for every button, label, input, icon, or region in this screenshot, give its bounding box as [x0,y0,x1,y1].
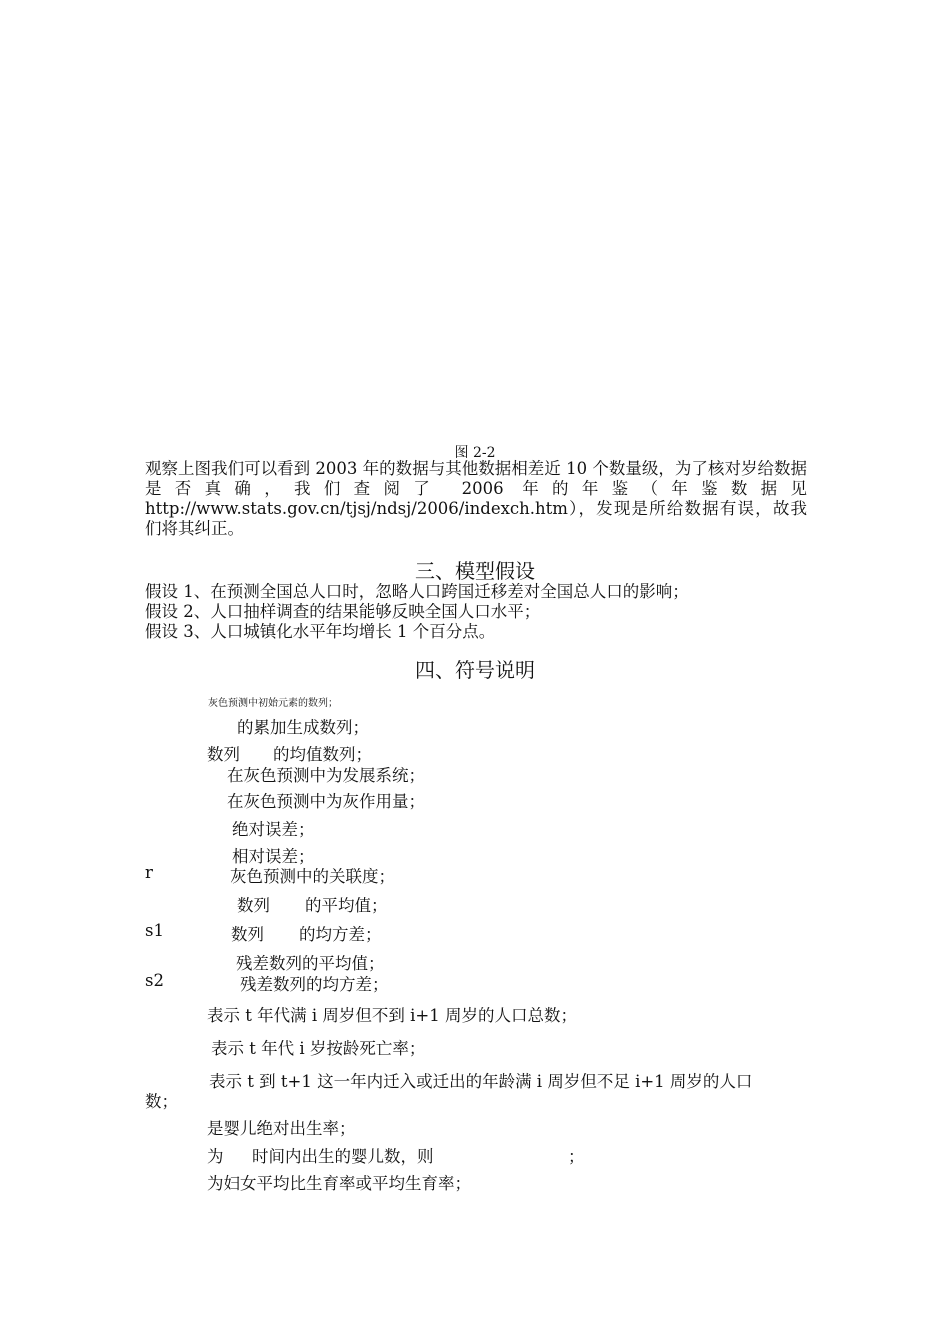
symbol-line-initial-sequence: 灰色预测中初始元素的数列； [208,698,338,709]
symbol-line-fertility: 为妇女平均比生育率或平均生育率； [207,1174,471,1193]
symbol-r: r [145,863,153,882]
symbol-line-average-a: 数列 [237,896,270,915]
symbol-line-migration: 表示 t 到 t+1 这一年内迁入或迁出的年龄满 i 周岁但不足 i+1 周岁的人口 [209,1072,753,1091]
symbol-line-death-rate: 表示 t 年代 i 岁按龄死亡率； [211,1039,426,1058]
assumption-2: 假设 2、人口抽样调查的结果能够反映全国人口水平； [145,602,541,621]
symbol-line-migration-cont: 数； [145,1092,178,1111]
symbol-line-births-c: ； [568,1147,585,1166]
section-4-title: 四、符号说明 [415,658,535,682]
symbol-line-birth-rate: 是婴儿绝对出生率； [207,1119,356,1138]
symbol-line-residual-std: 残差数列的均方差； [240,975,389,994]
symbol-line-births-a: 为 [207,1147,224,1166]
assumption-3: 假设 3、人口城镇化水平年均增长 1 个百分点。 [145,622,496,641]
symbol-line-population-total: 表示 t 年代满 i 周岁但不到 i+1 周岁的人口总数； [207,1006,577,1025]
symbol-line-births-b: 时间内出生的婴儿数，则 [252,1147,434,1166]
symbol-line-accumulated-sequence: 的累加生成数列； [237,718,369,737]
symbol-line-std-a: 数列 [231,925,264,944]
figure-caption: 图 2-2 [454,445,496,461]
symbol-line-relative-error: 相对误差； [232,847,315,866]
symbol-line-development-coefficient: 在灰色预测中为发展系统； [227,766,425,785]
section-3-title: 三、模型假设 [415,559,535,583]
symbol-s1: s1 [145,921,164,940]
symbol-line-correlation: 灰色预测中的关联度； [230,867,395,886]
symbol-line-mean-sequence-b: 的均值数列； [273,745,372,764]
symbol-line-mean-sequence-a: 数列 [207,745,240,764]
symbol-line-residual-mean: 残差数列的平均值； [236,954,385,973]
assumption-1: 假设 1、在预测全国总人口时，忽略人口跨国迁移差对全国总人口的影响； [145,582,689,601]
intro-paragraph: 观察上图我们可以看到 2003 年的数据与其他数据相差近 10 个数量级，为了核对岁给数据是否真确，我们查阅了 2006 年的年鉴（年鉴数据见 http://www.stats.gov.cn/tjsj/ndsj/2006/indexch.htm），发现是所给数据有误，故我们将其纠正。 [145,459,807,538]
symbol-line-average-b: 的平均值； [305,896,388,915]
symbol-line-std-b: 的均方差； [299,925,382,944]
symbol-line-absolute-error: 绝对误差； [232,820,315,839]
symbol-line-grey-action: 在灰色预测中为灰作用量； [227,792,425,811]
symbol-s2: s2 [145,971,164,990]
